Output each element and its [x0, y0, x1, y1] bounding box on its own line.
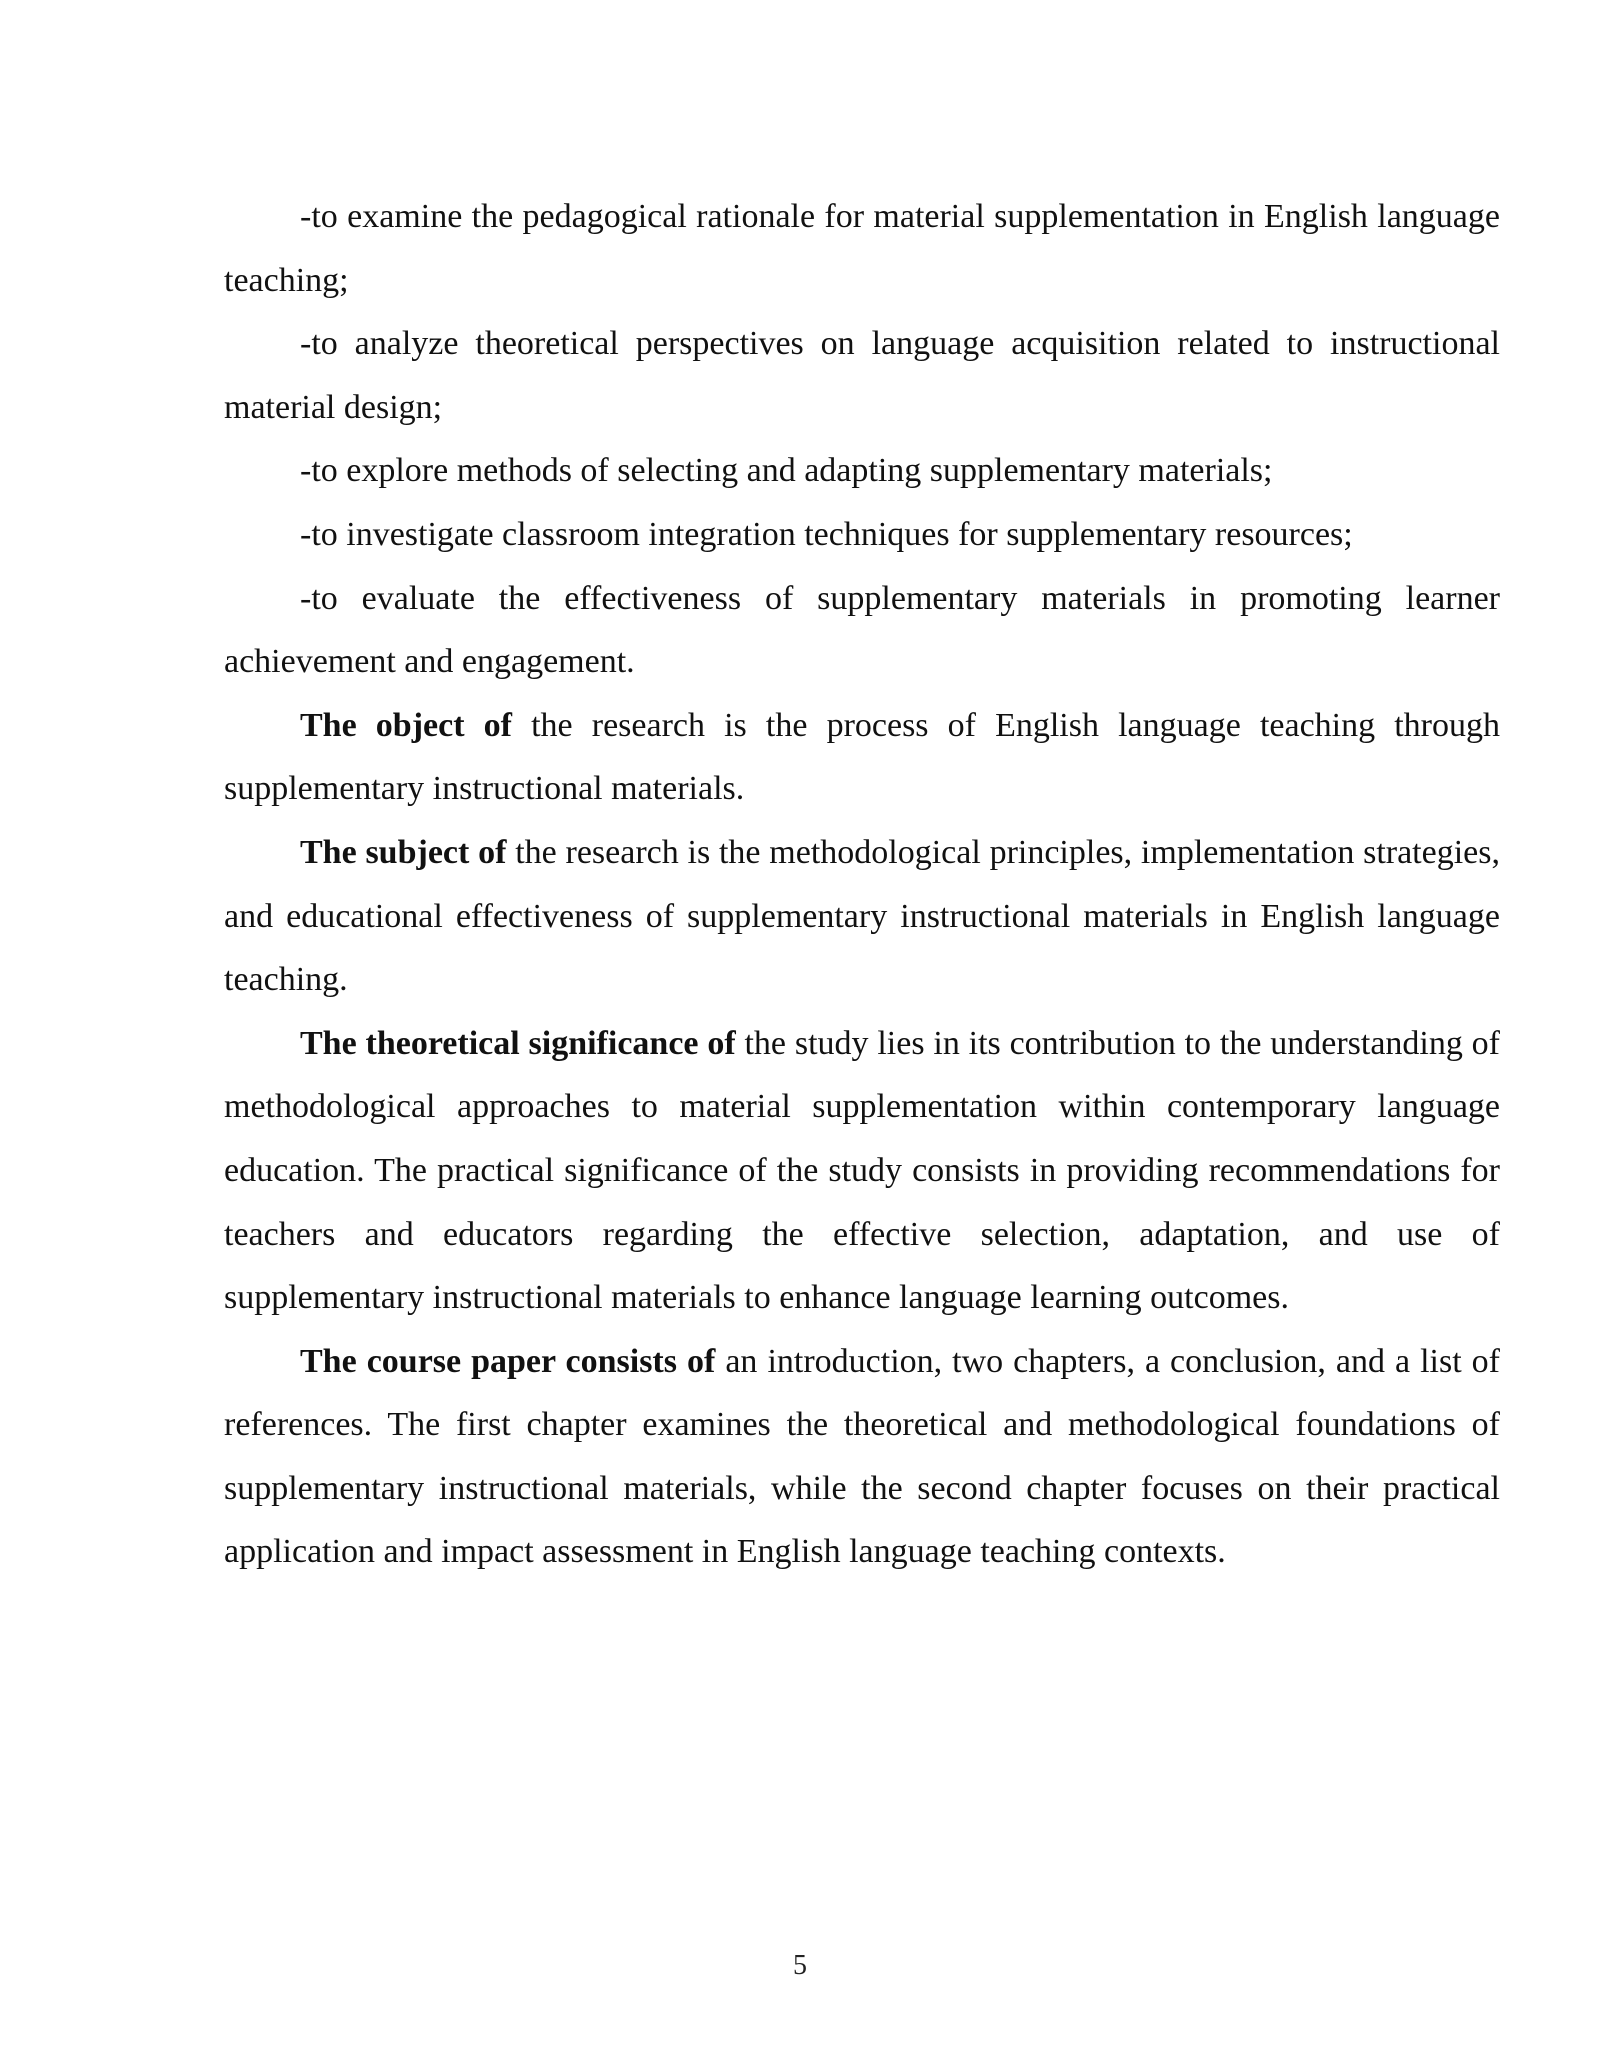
- subject-text: the research is the methodological principles, implementation strategies, and educational effectiveness of supplementary instructional materials in English language teaching.: [224, 833, 1500, 999]
- object-label: The object of: [300, 706, 512, 744]
- task-item: -to evaluate the effectiveness of supplementary materials in promoting learner achievement and engagement.: [224, 579, 1500, 681]
- task-item: -to analyze theoretical perspectives on language acquisition related to instructional material design;: [224, 325, 1500, 426]
- page-number: 5: [793, 1950, 807, 1981]
- body-text: [224, 185, 1500, 1584]
- object-paragraph: [224, 694, 1500, 821]
- significance-text: the study lies in its contribution to the understanding of methodological approaches to material supplementation within contemporary language education. The practical significance of the study consists in providing recommendations for teachers and educators regarding the effective selection, adaptation, and use of supplementary instructional materials to enhance language learning outcomes.: [224, 1024, 1500, 1317]
- structure-label: The course paper consists of: [300, 1342, 716, 1380]
- significance-label: The theoretical significance of: [300, 1024, 736, 1062]
- subject-paragraph: [224, 821, 1500, 1012]
- significance-paragraph: [224, 1012, 1500, 1330]
- object-text: the research is the process of English language teaching through supplementary instructional materials.: [224, 706, 1500, 808]
- task-item: -to investigate classroom integration techniques for supplementary resources;: [300, 515, 1353, 553]
- task-item: -to explore methods of selecting and adapting supplementary materials;: [300, 452, 1273, 490]
- structure-paragraph: [224, 1330, 1500, 1584]
- structure-text: an introduction, two chapters, a conclusion, and a list of references. The first chapter examines the theoretical and methodological foundations of supplementary instructional materials, while the second chapter focuses on their practical application and impact assessment in English language teaching contexts.: [224, 1342, 1500, 1571]
- subject-label: The subject of: [300, 833, 507, 871]
- task-item: -to examine the pedagogical rationale for material supplementation in English language teaching;: [224, 198, 1500, 299]
